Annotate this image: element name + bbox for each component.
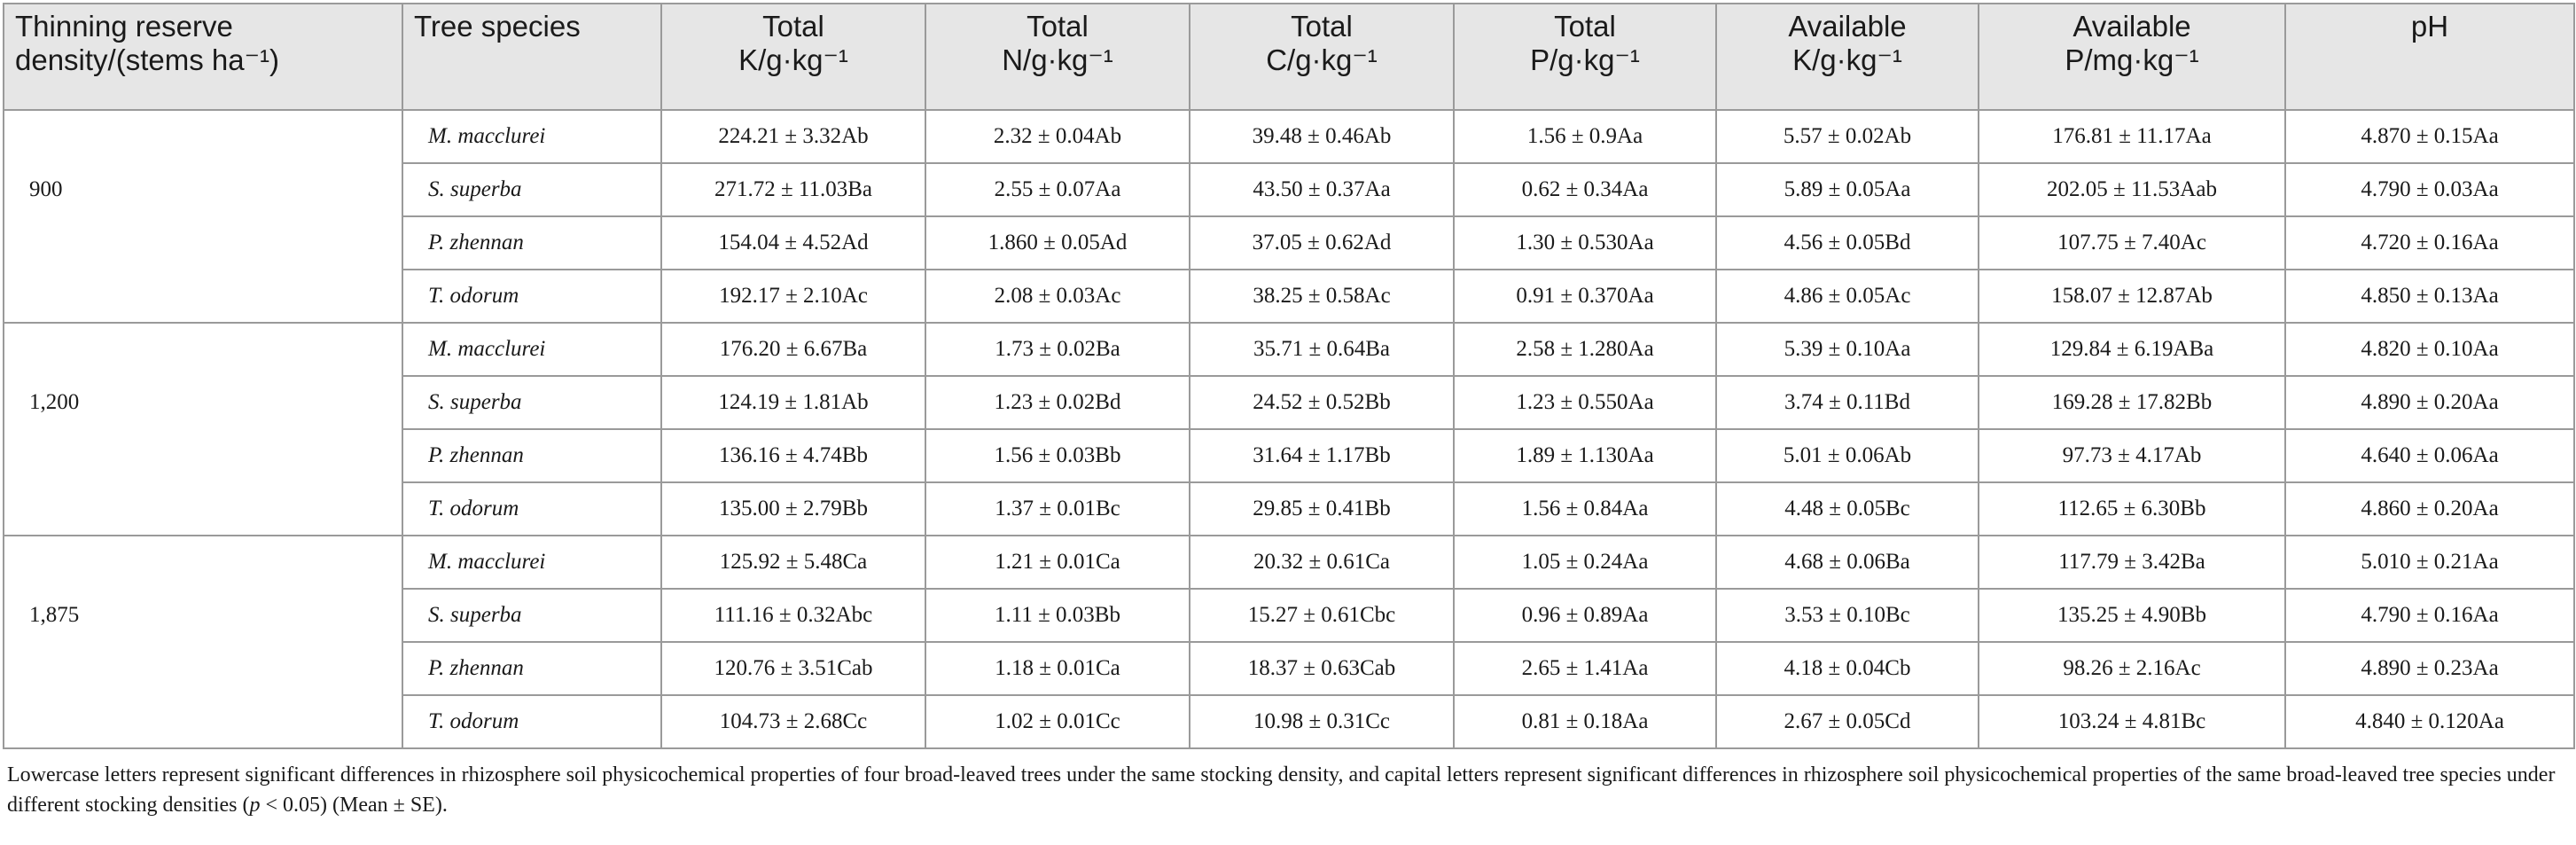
column-header-line2: P/g·kg⁻¹ [1530,43,1640,76]
column-header [1979,4,2285,110]
density-cell [4,642,402,695]
table-row [4,216,2574,270]
value-cell: 135.00 ± 2.79Bb [661,482,925,536]
table-row [4,482,2574,536]
value-cell: 4.840 ± 0.120Aa [2285,695,2574,748]
value-cell: 0.62 ± 0.34Aa [1454,163,1716,216]
value-cell: 4.870 ± 0.15Aa [2285,110,2574,163]
table-row [4,323,2574,376]
value-cell: 4.18 ± 0.04Cb [1716,642,1979,695]
table-row [4,695,2574,748]
density-cell [4,482,402,536]
value-cell: 98.26 ± 2.16Ac [1979,642,2285,695]
value-cell: 124.19 ± 1.81Ab [661,376,925,429]
column-header-line1: Tree species [414,10,581,43]
table-row [4,536,2574,589]
value-cell: 0.96 ± 0.89Aa [1454,589,1716,642]
table-footnote [7,760,2569,820]
footnote-text-1: Lowercase letters represent significant differences in rhizosphere soil physicochemical properties of four broad-leaved trees under the same stocking density, and capital letters represent significant differences in rhizosphere soil physicochemical properties of the same broad-leaved tree species under different stocking densities ( [7,763,2556,817]
value-cell: 5.39 ± 0.10Aa [1716,323,1979,376]
data-table [3,3,2575,749]
value-cell: 154.04 ± 4.52Ad [661,216,925,270]
value-cell: 117.79 ± 3.42Ba [1979,536,2285,589]
value-cell: 1.21 ± 0.01Ca [925,536,1190,589]
column-header-line1: pH [2410,10,2449,43]
density-cell [4,429,402,482]
value-cell: 43.50 ± 0.37Aa [1190,163,1454,216]
table-row [4,429,2574,482]
value-cell: 5.01 ± 0.06Ab [1716,429,1979,482]
value-cell: 1.56 ± 0.84Aa [1454,482,1716,536]
value-cell: 20.32 ± 0.61Ca [1190,536,1454,589]
column-header-line1: Total [1554,10,1616,43]
density-cell [4,270,402,323]
value-cell: 2.55 ± 0.07Aa [925,163,1190,216]
value-cell: 103.24 ± 4.81Bc [1979,695,2285,748]
column-header-line2: C/g·kg⁻¹ [1266,43,1378,76]
value-cell: 2.32 ± 0.04Ab [925,110,1190,163]
value-cell: 176.81 ± 11.17Aa [1979,110,2285,163]
value-cell: 31.64 ± 1.17Bb [1190,429,1454,482]
column-header-line1: Total [1291,10,1353,43]
density-cell [4,216,402,270]
value-cell: 10.98 ± 0.31Cc [1190,695,1454,748]
value-cell: 4.68 ± 0.06Ba [1716,536,1979,589]
column-header-line2: P/mg·kg⁻¹ [2065,43,2199,76]
column-header-line1: Thinning reserve [15,10,233,43]
density-cell [4,536,402,589]
value-cell: 4.640 ± 0.06Aa [2285,429,2574,482]
table-body [4,110,2574,748]
value-cell: 4.860 ± 0.20Aa [2285,482,2574,536]
value-cell: 4.890 ± 0.23Aa [2285,642,2574,695]
value-cell: 202.05 ± 11.53Aab [1979,163,2285,216]
value-cell: 4.820 ± 0.10Aa [2285,323,2574,376]
column-header [402,4,661,110]
value-cell: 5.57 ± 0.02Ab [1716,110,1979,163]
column-header-line2: density/(stems ha⁻¹) [15,43,279,76]
value-cell: 2.67 ± 0.05Cd [1716,695,1979,748]
value-cell: 169.28 ± 17.82Bb [1979,376,2285,429]
value-cell: 3.74 ± 0.11Bd [1716,376,1979,429]
density-cell: 1,200 [4,376,402,429]
value-cell: 129.84 ± 6.19ABa [1979,323,2285,376]
table-row [4,376,2574,429]
value-cell: 0.81 ± 0.18Aa [1454,695,1716,748]
column-header [925,4,1190,110]
table-row [4,589,2574,642]
value-cell: 1.23 ± 0.02Bd [925,376,1190,429]
value-cell: 4.850 ± 0.13Aa [2285,270,2574,323]
value-cell: 39.48 ± 0.46Ab [1190,110,1454,163]
column-header-line1: Available [1788,10,1907,43]
table-header [4,4,2574,110]
value-cell: 1.05 ± 0.24Aa [1454,536,1716,589]
value-cell: 1.23 ± 0.550Aa [1454,376,1716,429]
species-cell: S. superba [402,589,661,642]
value-cell: 1.37 ± 0.01Bc [925,482,1190,536]
footnote-text-2: < 0.05) (Mean ± SE). [260,794,448,817]
value-cell: 4.48 ± 0.05Bc [1716,482,1979,536]
column-header [1190,4,1454,110]
value-cell: 1.89 ± 1.130Aa [1454,429,1716,482]
table-row [4,270,2574,323]
value-cell: 4.56 ± 0.05Bd [1716,216,1979,270]
value-cell: 112.65 ± 6.30Bb [1979,482,2285,536]
value-cell: 1.02 ± 0.01Cc [925,695,1190,748]
value-cell: 224.21 ± 3.32Ab [661,110,925,163]
column-header-line2: K/g·kg⁻¹ [1792,43,1902,76]
column-header [1454,4,1716,110]
value-cell: 192.17 ± 2.10Ac [661,270,925,323]
value-cell: 2.58 ± 1.280Aa [1454,323,1716,376]
value-cell: 1.18 ± 0.01Ca [925,642,1190,695]
table-row [4,163,2574,216]
value-cell: 3.53 ± 0.10Bc [1716,589,1979,642]
value-cell: 4.890 ± 0.20Aa [2285,376,2574,429]
value-cell: 0.91 ± 0.370Aa [1454,270,1716,323]
value-cell: 38.25 ± 0.58Ac [1190,270,1454,323]
value-cell: 5.89 ± 0.05Aa [1716,163,1979,216]
value-cell: 2.08 ± 0.03Ac [925,270,1190,323]
column-header-line2: N/g·kg⁻¹ [1002,43,1113,76]
table-row [4,642,2574,695]
value-cell: 1.11 ± 0.03Bb [925,589,1190,642]
value-cell: 24.52 ± 0.52Bb [1190,376,1454,429]
value-cell: 4.720 ± 0.16Aa [2285,216,2574,270]
value-cell: 125.92 ± 5.48Ca [661,536,925,589]
value-cell: 35.71 ± 0.64Ba [1190,323,1454,376]
value-cell: 5.010 ± 0.21Aa [2285,536,2574,589]
column-header [1716,4,1979,110]
value-cell: 120.76 ± 3.51Cab [661,642,925,695]
value-cell: 158.07 ± 12.87Ab [1979,270,2285,323]
value-cell: 1.56 ± 0.9Aa [1454,110,1716,163]
species-cell: M. macclurei [402,536,661,589]
value-cell: 271.72 ± 11.03Ba [661,163,925,216]
value-cell: 97.73 ± 4.17Ab [1979,429,2285,482]
species-cell: T. odorum [402,270,661,323]
value-cell: 1.73 ± 0.02Ba [925,323,1190,376]
value-cell: 1.30 ± 0.530Aa [1454,216,1716,270]
species-cell: T. odorum [402,695,661,748]
value-cell: 176.20 ± 6.67Ba [661,323,925,376]
value-cell: 4.790 ± 0.03Aa [2285,163,2574,216]
footnote-p-symbol: p [249,794,261,817]
species-cell: S. superba [402,376,661,429]
value-cell: 104.73 ± 2.68Cc [661,695,925,748]
value-cell: 18.37 ± 0.63Cab [1190,642,1454,695]
species-cell: S. superba [402,163,661,216]
value-cell: 111.16 ± 0.32Abc [661,589,925,642]
density-cell [4,695,402,748]
value-cell: 1.860 ± 0.05Ad [925,216,1190,270]
value-cell: 1.56 ± 0.03Bb [925,429,1190,482]
column-header [661,4,925,110]
species-cell: P. zhennan [402,429,661,482]
density-cell: 1,875 [4,589,402,642]
value-cell: 135.25 ± 4.90Bb [1979,589,2285,642]
column-header-line1: Available [2073,10,2191,43]
value-cell: 136.16 ± 4.74Bb [661,429,925,482]
column-header [4,4,402,110]
density-cell: 900 [4,163,402,216]
species-cell: T. odorum [402,482,661,536]
value-cell: 37.05 ± 0.62Ad [1190,216,1454,270]
species-cell: P. zhennan [402,642,661,695]
value-cell: 107.75 ± 7.40Ac [1979,216,2285,270]
column-header-line1: Total [762,10,824,43]
value-cell: 15.27 ± 0.61Cbc [1190,589,1454,642]
column-header [2285,4,2574,110]
value-cell: 4.790 ± 0.16Aa [2285,589,2574,642]
species-cell: M. macclurei [402,323,661,376]
value-cell: 29.85 ± 0.41Bb [1190,482,1454,536]
value-cell: 2.65 ± 1.41Aa [1454,642,1716,695]
column-header-line1: Total [1026,10,1089,43]
value-cell: 4.86 ± 0.05Ac [1716,270,1979,323]
density-cell [4,110,402,163]
species-cell: P. zhennan [402,216,661,270]
table-row [4,110,2574,163]
column-header-line2: K/g·kg⁻¹ [738,43,848,76]
species-cell: M. macclurei [402,110,661,163]
density-cell [4,323,402,376]
